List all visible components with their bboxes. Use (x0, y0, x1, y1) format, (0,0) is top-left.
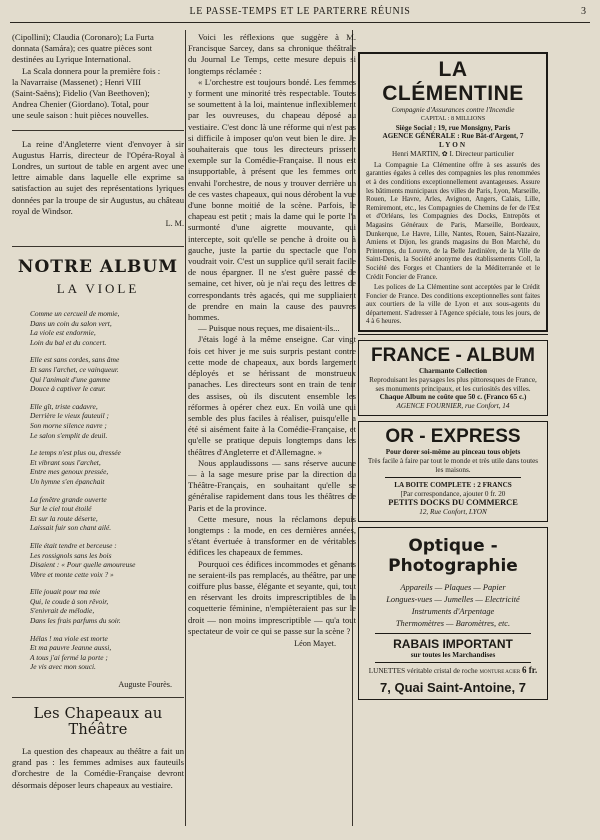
article-paragraph: Nous applaudissons — sans réserve aucune — à la sage mesure prise par la direction du Théâtre-Français, en souhaitant qu'elle se généralise rapidement dans tous les théâtres de Paris et de la province. (188, 457, 356, 513)
optique-lunettes (365, 666, 541, 678)
clementine-body: Les polices de La Clémentine sont acceptées par le Crédit Foncier de France. Des conditions exceptionnelles sont faites aux courtiers de la ville de Lyon et aux sous-agents du département. S'adresser à l'Agence spéciale, tous les jours, de 4 à 6 heures. (366, 283, 540, 326)
poem-stanza (30, 355, 184, 393)
poem-line: Sur le ciel tout étoilé (30, 504, 92, 514)
optique-lunettes-text: LUNETTES véritable cristal de roche (368, 667, 478, 676)
poem-line: Vibre et monte cette voix ? » (30, 569, 114, 579)
divider (12, 246, 184, 247)
poem-stanza (30, 402, 184, 440)
article-paragraph: Pourquoi ces édifices incommodes et gênants ne seraient-ils pas remplacés, au théâtre, par une coiffure plus basse, élégante et seyante, qui, tout en réservant les droits imprescriptibles de la coquetterie féminine, n'empièteraient pas sur le droit — non moins imprescriptible — qu'a tout spectateur de voir ce qui se passe sur la scène ? (188, 558, 356, 636)
poem-line: Son morne silence navre ; (30, 420, 107, 430)
divider (12, 130, 184, 131)
or-express-addr: 12, Rue Confort, LYON (419, 507, 487, 516)
page-number: 3 (581, 6, 586, 17)
or-express-shop: PETITS DOCKS DU COMMERCE (388, 498, 518, 508)
or-express-ad (358, 421, 548, 522)
poem-line: Les rossignols sans les bois (30, 550, 112, 560)
france-album-sub: Charmante Collection (418, 367, 488, 376)
poem-line: Et sans l'archet, ce vainqueur. (30, 365, 119, 375)
poem-line: Qui, le coude à son rêvoir, (30, 596, 109, 606)
intro-line: donnata (Samára); ces quatre pièces sont (12, 43, 153, 54)
optique-rabais-sub: sur toutes les Marchandises (410, 650, 496, 659)
poem-line: Elle était tendre et berceuse : (30, 540, 117, 550)
article-signature: Léon Mayet. (294, 638, 336, 648)
france-album-desc: Reproduisant les paysages les plus pittoresques de France, ses monuments principaux, et les curiosités des villes. (369, 375, 537, 393)
clementine-ad (358, 52, 548, 332)
clementine-name: LA CLÉMENTINE (382, 58, 524, 105)
article-paragraph: Cette mesure, nous la réclamons depuis longtemps : la mode, en ces dernières années, s'étant évertuée à transformer en de véritables édifices les chapeaux de femmes. (188, 513, 356, 558)
intro-block (12, 32, 184, 122)
advertisements-column (358, 52, 548, 705)
column-2 (188, 32, 356, 648)
poem-line: Le salon s'emplit de deuil. (30, 430, 108, 440)
poem-line: Le temps n'est plus ou, dressée (30, 448, 121, 458)
queen-paragraph: La reine d'Angleterre vient d'envoyer à sir Augustus Harris, directeur de l'Opéra-Royal à Londres, un surtout de table en argent avec une lettre aimable dans laquelle elle exprime sa satisfaction au sujet des représentations lyriques données par la troupe de sir Augustus, au château royal de Windsor. (12, 138, 184, 216)
poem-stanza (30, 495, 184, 533)
poem-author: Auguste Fourès. (118, 680, 172, 690)
intro-line: Andrea Chenier (Giordano). Total, pour (12, 99, 149, 110)
intro-line: une seule saison : huit pièces nouvelles. (12, 110, 149, 121)
poem-line: Elle est sans cordes, sans âme (30, 355, 120, 365)
poem-line: S'enivrait de mélodie, (30, 606, 95, 616)
or-express-price: LA BOITE COMPLETE : 2 FRANCS (394, 481, 512, 490)
poem-line: Et vibrant sous l'archet, (30, 457, 101, 467)
article-paragraph: — Puisque nous reçues, me disaient-ils... (198, 323, 340, 334)
clementine-line: AGENCE GÉNÉRALE : Rue Bât-d'Argent, 7 (382, 132, 524, 141)
poem-line: Comme un cercueil de momie, (30, 309, 120, 319)
clementine-line: Compagnie d'Assurances contre l'Incendie (391, 106, 515, 114)
poem-line: La viole est endormie, (30, 328, 96, 338)
poem-line: Qui l'animait d'une gamme (30, 374, 111, 384)
poem-line: Elle gît, triste cadavre, (30, 401, 98, 411)
poem-stanza (30, 541, 184, 579)
or-express-name: OR - EXPRESS (385, 426, 521, 448)
chapeaux-heading: Les Chapeaux au Théâtre (33, 706, 163, 739)
or-express-corresp: [Par correspondance, ajouter 0 fr. 20 (400, 490, 506, 499)
poem-line: Douce à captiver le cœur. (30, 384, 106, 394)
optique-address: 7, Quai Saint-Antoine, 7 (380, 680, 526, 696)
optique-ad (358, 527, 548, 701)
poem-line: Elle jouait pour ma mie (30, 587, 101, 597)
france-album-agency: AGENCE FOURNIER, rue Confort, 14 (396, 402, 510, 411)
clementine-line: LYON (438, 141, 468, 150)
france-album-ad (358, 340, 548, 416)
or-express-desc: Très facile à faire par tout le monde et très utile dans toutes les maisons. (367, 456, 539, 474)
poem-line: Derrière le vieux fauteuil ; (30, 411, 109, 421)
poem-line: La fenêtre grande ouverte (30, 494, 107, 504)
article-paragraph: « L'orchestre est toujours bondé. Les femmes y forment une minorité très respectable. Toutes se soumettent à la loi, maintenue inflexiblement par les ouvreuses, du chapeau déposé au vestiaire. C'est donc là une réforme qui n'est pas si difficile à imposer qu'on veut bien le dire. Je souhaiterais que tous les directeurs prissent exemple sur la Comédie-Française. Il nous est insupportable, à présent que les femmes ont envahi l'orchestre, de nous y trouver derrière un de ces vastes chapeaux, qui nous dérobent la vue d'une bonne moitié de la scène. Parfois, le chapeau est petit ; mais la dame qui le porte l'a surmonté d'une aigrette mouvante, qui intercepte, soit qu'elle se penche à droite ou à gauche, juste la partie du spectacle que l'on voudrait voir. C'est un supplice qu'il serait facile de nous épargner. Il ne s'est guère passé de semaine, cet hiver, où je n'ai reçu des lettres de correspondants très agacés, qui me suppliaient de prendre en main la cause des pauvres hommes. (188, 76, 356, 323)
article-paragraph: Voici les réflexions que suggère à M. Francisque Sarcey, dans sa chronique théâtrale du Journal Le Temps, cette mesure depuis si longtemps réclamée : (188, 32, 356, 76)
poem-line: Dans un coin du salon vert, (30, 318, 112, 328)
poem-line: Entre mes genoux pressée, (30, 467, 109, 477)
optique-name: Optique - Photographie (388, 535, 518, 576)
poem-line: Dans les frais parfums du soir. (30, 616, 121, 626)
article-paragraph: J'étais logé à la même enseigne. Car vingt fois cet hiver je me suis surpris pestant contre cette mode de chapeaux, aux bords largement déployés et se hérissant de monstrueux panaches. Les directeurs sont en train de tenir des assises, où ils discutent ensemble les réformes à opérer chez eux. En voilà une qui semble des plus faciles à réaliser, puisqu'elle a été si aisément faite à la Comédie-Française, et qu'elle se pratique depuis longtemps dans les théâtres d'Angleterre et d'Allemagne. » (188, 334, 356, 457)
divider (12, 697, 184, 698)
poem-line: Laissait fuir son chant ailé. (30, 523, 112, 533)
poem-line: Hélas ! ma viole est morte (30, 633, 108, 643)
column-1 (12, 32, 184, 791)
poem-line: Et ma pauvre Jeanne aussi, (30, 643, 112, 653)
running-header (0, 6, 600, 20)
optique-line: Instruments d'Arpentage (411, 606, 495, 616)
chapeaux-paragraph: La question des chapeaux au théâtre a fait un grand pas : les femmes admises aux fauteuils d'orchestre de la Comédie-Française devront désormais déposer leurs chapeaux au vestiaire. (12, 746, 184, 790)
poem-stanza (30, 587, 184, 625)
intro-line: La Scala donnera pour la première fois : (22, 65, 161, 76)
optique-line: Longues-vues — Jumelles — Electricité (386, 594, 520, 604)
poem (12, 309, 184, 672)
poem-line: Et sur la route déserte, (30, 513, 98, 523)
poem-stanza (30, 309, 184, 347)
poem-line: Disaient : « Pour quelle amoureuse (30, 560, 136, 570)
clementine-line: Henri MARTIN, ✿ I. Directeur particulier (392, 149, 514, 158)
column-rule-left (185, 30, 186, 826)
optique-lunettes-note: MONTURE ACIER (479, 670, 521, 676)
clementine-line: Siège Social : 19, rue Monsigny, Paris (395, 123, 511, 132)
poem-line: Je vis avec mon souci. (30, 662, 96, 672)
intro-line: (Saint-Saëns); Fidelio (Van Beethoven); (12, 88, 150, 99)
poem-title: LA VIOLE (56, 281, 140, 297)
optique-line: Appareils — Plaques — Papier (400, 582, 506, 592)
clementine-body: La Compagnie La Clémentine offre à ses assurés des garanties égales à celles des compagnies les plus renommées et à des conditions exceptionnellement avantageuses. Assure les bâtiments municipaux des villes de Paris, Lyon, Marseille, Rouen, Le Havre, Arles, Avignon, Angers, Calais, Lille, Remiremont, etc., les Compagnies de Chemins de fer de l'Est et d'Orléans, les Compagnies des Docks, Entrepôts et Magasins Généraux de Paris, Marseille, Bordeaux, Dunkerque, Le Havre, Lille, Nantes, Rouen, Saint-Nazaire, Amiens et Dijon, les grands magasins du Bon Marché, du Printemps, du Louvre, de la Belle Jardinière, de la Ville de Saint-Denis, la Société anonyme des établissements Coll, la Société des Forges et Chantiers de la Méditerranée et le Crédit Foncier de France. (366, 160, 540, 281)
poem-line: Un hymne s'en épanchait (30, 476, 105, 486)
header-title: LE PASSE-TEMPS ET LE PARTERRE RÉUNIS (189, 6, 411, 17)
optique-line: Thermomètres — Baromètres, etc. (395, 618, 511, 628)
optique-lunettes-price: 6 fr. (522, 665, 538, 676)
header-rule (10, 22, 590, 23)
intro-line: la Navarraise (Massenet) ; Henri VIII (12, 76, 141, 87)
optique-rabais: RABAIS IMPORTANT (393, 636, 513, 651)
france-album-name: FRANCE - ALBUM (371, 345, 535, 367)
poem-line: A tous j'ai fermé la porte ; (30, 652, 108, 662)
france-album-price: Chaque Album ne coûte que 50 c. (Franco 65 c.) (379, 393, 527, 402)
album-heading: NOTRE ALBUM (17, 257, 179, 278)
queen-signature: L. M. (165, 219, 184, 229)
intro-line: destinées au Lyrique International. (12, 54, 131, 65)
poem-stanza (30, 634, 184, 672)
clementine-line: CAPITAL : 8 MILLIONS (420, 114, 486, 122)
poem-line: Loin du bal et du concert. (30, 337, 107, 347)
intro-line: (Cipollini); Claudia (Coronaro); La Furta (12, 32, 154, 42)
or-express-sub: Pour dorer soi-même au pinceau tous objets (385, 448, 521, 457)
poem-stanza (30, 448, 184, 486)
